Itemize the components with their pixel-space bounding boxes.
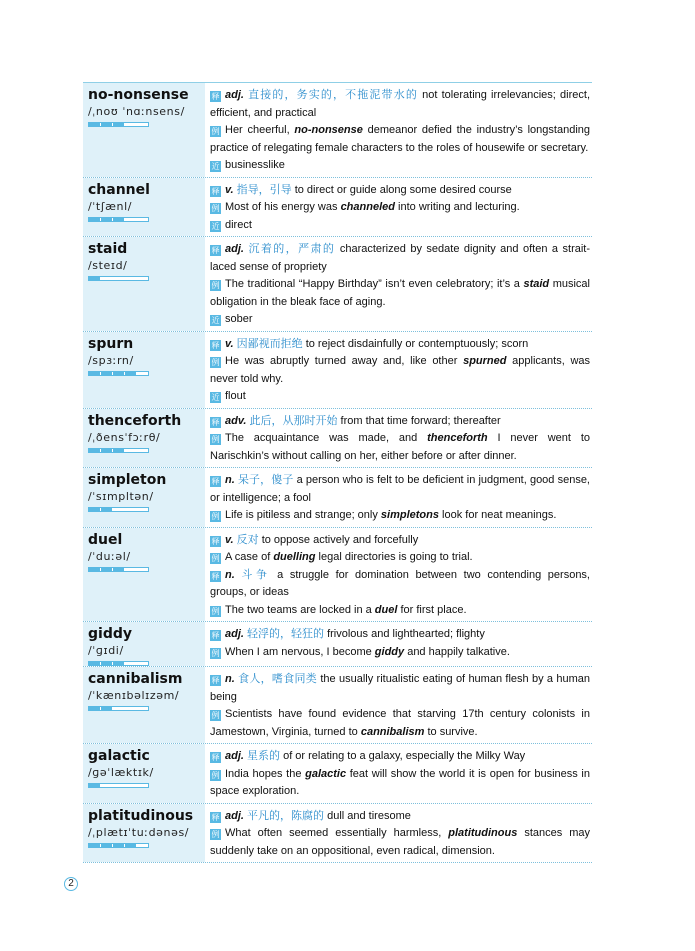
example-text: The traditional “Happy Birthday” isn’t even celebratory; it’s a xyxy=(225,278,524,290)
example-tag-icon: 例 xyxy=(211,435,220,444)
example-text: What often seemed essentially harmless, xyxy=(225,827,449,839)
difficulty-bar xyxy=(88,567,149,572)
example-text: A case of xyxy=(225,551,274,563)
difficulty-segment xyxy=(125,123,137,126)
english-definition: a struggle for domination between two contending persons, groups, or ideas xyxy=(210,568,590,598)
synonym: businesslike xyxy=(225,159,285,171)
definition-tag-icon: 释 xyxy=(211,676,220,685)
word-cell xyxy=(83,83,205,177)
example-line xyxy=(210,644,590,662)
difficulty-segment xyxy=(89,218,101,221)
difficulty-segment xyxy=(113,844,125,847)
synonym-tag-icon: 近 xyxy=(211,162,220,171)
part-of-speech: adj. xyxy=(225,628,244,640)
phonetic: /ˈtʃænl/ xyxy=(88,199,133,213)
definition-cell xyxy=(205,744,592,803)
word-cell xyxy=(83,667,205,743)
english-definition: to direct or guide along some desired course xyxy=(294,183,512,196)
difficulty-bar xyxy=(88,448,149,453)
difficulty-segment xyxy=(101,372,113,375)
definition-cell xyxy=(205,804,592,863)
difficulty-segment xyxy=(89,372,101,375)
synonym-line xyxy=(210,157,590,175)
definition-cell xyxy=(205,622,592,666)
definition-line xyxy=(210,336,590,354)
vocab-entry xyxy=(83,332,592,409)
difficulty-bar xyxy=(88,661,149,666)
difficulty-segment xyxy=(125,568,137,571)
example-line xyxy=(210,353,590,388)
example-keyword: staid xyxy=(523,278,550,290)
headword: duel xyxy=(88,531,123,548)
difficulty-segment xyxy=(101,784,113,787)
phonetic: /ˌðensˈfɔːrθ/ xyxy=(88,430,161,444)
vocab-entry xyxy=(83,744,592,804)
vocab-entry xyxy=(83,178,592,238)
example-line xyxy=(210,199,590,217)
part-of-speech: n. xyxy=(225,568,235,581)
difficulty-segment xyxy=(125,277,137,280)
chinese-meaning: 轻浮的，轻狂的 xyxy=(247,628,325,640)
definition-tag-icon: 释 xyxy=(211,631,220,640)
example-tag-icon: 例 xyxy=(211,358,220,367)
difficulty-segment xyxy=(89,662,101,665)
example-keyword: no-nonsense xyxy=(294,124,363,136)
difficulty-segment xyxy=(89,277,101,280)
synonym: flout xyxy=(225,390,246,402)
definition-line xyxy=(210,567,590,602)
definition-cell xyxy=(205,332,592,408)
headword: cannibalism xyxy=(88,671,183,687)
chinese-meaning: 因鄙视而拒绝 xyxy=(236,337,303,350)
word-cell xyxy=(83,178,205,237)
example-text: Life is pitiless and strange; only xyxy=(225,509,381,521)
definition-line xyxy=(210,413,590,431)
example-tag-icon: 例 xyxy=(211,711,220,720)
difficulty-segment xyxy=(89,784,101,787)
word-cell xyxy=(83,409,205,468)
difficulty-segment xyxy=(113,123,125,126)
example-keyword: duelling xyxy=(273,551,316,563)
word-cell xyxy=(83,744,205,803)
definition-line xyxy=(210,472,590,507)
word-cell xyxy=(83,622,205,666)
definition-tag-icon: 释 xyxy=(211,812,220,822)
definition-tag-icon: 释 xyxy=(211,186,220,196)
example-tag-icon: 例 xyxy=(211,204,220,213)
definition-line xyxy=(210,671,590,706)
example-line xyxy=(210,430,590,465)
definition-cell xyxy=(205,468,592,527)
difficulty-segment xyxy=(101,844,113,847)
part-of-speech: adv. xyxy=(225,414,247,427)
difficulty-segment xyxy=(89,707,101,710)
difficulty-segment xyxy=(125,662,137,665)
word-cell xyxy=(83,468,205,527)
example-line xyxy=(210,122,590,157)
definition-line xyxy=(210,532,590,550)
chinese-meaning: 斗争 xyxy=(241,568,271,581)
example-text: India hopes the xyxy=(225,767,306,780)
difficulty-bar xyxy=(88,276,149,281)
difficulty-segment xyxy=(113,784,125,787)
difficulty-segment xyxy=(125,784,137,787)
english-definition: characterized by sedate dignity and often a strait-laced sense of propriety xyxy=(210,243,591,273)
difficulty-segment xyxy=(101,568,113,571)
phonetic: /steɪd/ xyxy=(88,259,128,272)
example-text: Her cheerful, xyxy=(225,124,295,136)
definition-cell xyxy=(205,178,592,237)
definition-line xyxy=(210,626,590,644)
difficulty-segment xyxy=(101,277,113,280)
definition-cell xyxy=(205,528,592,622)
page-number: 2 xyxy=(64,877,78,891)
example-line xyxy=(210,276,590,311)
example-text: musical obligation in the bleak face of aging. xyxy=(210,278,590,308)
example-keyword: duel xyxy=(374,603,398,616)
example-text: Most of his energy was xyxy=(225,201,341,213)
difficulty-segment xyxy=(137,784,148,787)
definition-tag-icon: 释 xyxy=(211,340,220,350)
phonetic: /ɡəˈlæktɪk/ xyxy=(88,766,154,779)
phonetic: /ˌnoʊ ˈnɑːnsens/ xyxy=(88,105,185,118)
example-tag-icon: 例 xyxy=(211,554,220,563)
vocab-entry xyxy=(83,667,592,744)
difficulty-segment xyxy=(125,218,137,221)
vocabulary-table xyxy=(83,82,592,863)
phonetic: /ˈsɪmpltən/ xyxy=(88,490,154,503)
example-keyword: thenceforth xyxy=(427,432,488,444)
synonym-tag-icon: 近 xyxy=(211,221,220,231)
example-keyword: simpletons xyxy=(380,509,439,521)
example-text: stances may suddenly take on an oppositional, even radical, dimension. xyxy=(210,827,591,857)
difficulty-segment xyxy=(101,449,113,452)
definition-line xyxy=(210,182,590,200)
difficulty-bar xyxy=(88,371,149,376)
example-tag-icon: 例 xyxy=(211,512,220,521)
headword: giddy xyxy=(88,626,132,642)
example-line xyxy=(210,549,590,567)
definition-tag-icon: 释 xyxy=(211,753,220,762)
example-keyword: platitudinous xyxy=(448,827,518,839)
definition-tag-icon: 释 xyxy=(211,417,220,427)
chinese-meaning: 反对 xyxy=(236,533,259,546)
example-text: look for neat meanings. xyxy=(439,509,557,521)
example-text: and happily talkative. xyxy=(404,645,510,658)
example-text: Scientists have found evidence that starving 17th century colonists in Jamestown, Virginia, turned to xyxy=(210,708,590,738)
difficulty-bar xyxy=(88,507,149,512)
difficulty-segment xyxy=(113,218,125,221)
chinese-meaning: 直接的，务实的，不拖泥带水的 xyxy=(248,89,418,101)
difficulty-segment xyxy=(125,508,137,511)
definition-tag-icon: 释 xyxy=(211,477,220,486)
example-tag-icon: 例 xyxy=(211,281,220,290)
difficulty-segment xyxy=(89,568,101,571)
headword: channel xyxy=(88,181,150,198)
headword: spurn xyxy=(88,335,134,352)
phonetic: /spɜːrn/ xyxy=(88,353,134,367)
english-definition: dull and tiresome xyxy=(327,809,411,822)
definition-cell xyxy=(205,83,592,177)
difficulty-bar xyxy=(88,706,149,711)
example-keyword: spurned xyxy=(463,355,507,367)
difficulty-segment xyxy=(113,508,125,511)
difficulty-segment xyxy=(137,218,148,221)
example-line xyxy=(210,766,590,801)
example-line xyxy=(210,602,590,620)
example-line xyxy=(210,706,590,741)
difficulty-segment xyxy=(125,372,137,375)
part-of-speech: v. xyxy=(225,533,234,546)
example-text: When I am nervous, I become xyxy=(225,645,375,658)
difficulty-segment xyxy=(89,449,101,452)
difficulty-segment xyxy=(113,372,125,375)
difficulty-segment xyxy=(125,707,137,710)
synonym-line xyxy=(210,388,590,406)
chinese-meaning: 指导，引导 xyxy=(236,183,292,196)
example-tag-icon: 例 xyxy=(211,770,220,780)
difficulty-bar xyxy=(88,122,149,127)
example-text: feat will show the world it is open for business in space exploration. xyxy=(210,767,590,797)
phonetic: /ˈkænɪbəlɪzəm/ xyxy=(88,689,180,702)
difficulty-segment xyxy=(137,662,148,665)
difficulty-segment xyxy=(137,277,148,280)
difficulty-segment xyxy=(137,449,148,452)
part-of-speech: n. xyxy=(225,673,235,685)
difficulty-segment xyxy=(137,844,148,847)
example-line xyxy=(210,507,590,525)
chinese-meaning: 沉着的，严肃的 xyxy=(248,243,336,255)
synonym-tag-icon: 近 xyxy=(211,316,220,325)
english-definition: a person who is felt to be deficient in judgment, good sense, or intelligence; a fool xyxy=(210,474,590,504)
difficulty-segment xyxy=(137,568,148,571)
vocab-entry xyxy=(83,237,592,332)
difficulty-segment xyxy=(125,449,137,452)
difficulty-segment xyxy=(137,707,148,710)
example-text: legal directories is going to trial. xyxy=(315,551,473,563)
chinese-meaning: 食人，嗜食同类 xyxy=(238,673,318,685)
definition-line xyxy=(210,87,590,122)
phonetic: /ˈduːəl/ xyxy=(88,549,131,563)
word-cell xyxy=(83,237,205,331)
example-keyword: channeled xyxy=(340,201,395,213)
definition-tag-icon: 释 xyxy=(211,246,220,255)
english-definition: to oppose actively and forcefully xyxy=(261,533,419,546)
part-of-speech: adj. xyxy=(225,243,244,255)
example-tag-icon: 例 xyxy=(211,127,220,136)
difficulty-segment xyxy=(113,707,125,710)
vocab-entry xyxy=(83,409,592,469)
definition-line xyxy=(210,808,590,826)
difficulty-segment xyxy=(137,123,148,126)
chinese-meaning: 星系的 xyxy=(247,750,281,762)
part-of-speech: v. xyxy=(225,337,234,350)
example-text: demeanor defied the industry’s longstanding practice of relegating female characters to the roles of housewife or secretary. xyxy=(210,124,590,154)
part-of-speech: adj. xyxy=(225,750,244,762)
example-text: He was abruptly turned away and, like other xyxy=(225,355,464,367)
synonym: sober xyxy=(225,313,253,325)
difficulty-segment xyxy=(89,844,101,847)
word-cell xyxy=(83,804,205,863)
headword: staid xyxy=(88,241,128,257)
vocab-entry xyxy=(83,528,592,623)
headword: platitudinous xyxy=(88,807,194,824)
english-definition: frivolous and lighthearted; flighty xyxy=(327,628,485,640)
difficulty-segment xyxy=(137,508,148,511)
difficulty-segment xyxy=(113,449,125,452)
english-definition: of or relating to a galaxy, especially the Milky Way xyxy=(283,750,526,762)
phonetic: /ˈɡɪdi/ xyxy=(88,644,124,657)
difficulty-segment xyxy=(113,277,125,280)
headword: thenceforth xyxy=(88,412,182,429)
difficulty-segment xyxy=(137,372,148,375)
headword: galactic xyxy=(88,748,150,764)
headword: simpleton xyxy=(88,472,167,488)
definition-cell xyxy=(205,409,592,468)
definition-line xyxy=(210,241,590,276)
example-keyword: cannibalism xyxy=(360,725,425,738)
definition-tag-icon: 释 xyxy=(211,536,220,546)
example-text: into writing and lecturing. xyxy=(394,201,520,213)
definition-cell xyxy=(205,667,592,743)
difficulty-segment xyxy=(89,508,101,511)
part-of-speech: adj. xyxy=(225,809,244,822)
vocab-entry xyxy=(83,83,592,178)
chinese-meaning: 呆子，傻子 xyxy=(237,474,294,486)
example-line xyxy=(210,825,590,860)
example-text: The two teams are locked in a xyxy=(225,603,375,616)
definition-cell xyxy=(205,237,592,331)
english-definition: the usually ritualistic eating of human flesh by a human being xyxy=(210,673,590,703)
example-keyword: giddy xyxy=(374,645,405,658)
difficulty-segment xyxy=(101,662,113,665)
vocab-entry xyxy=(83,804,592,864)
example-text: for first place. xyxy=(397,603,467,616)
example-text: to survive. xyxy=(424,725,478,738)
difficulty-segment xyxy=(113,568,125,571)
part-of-speech: v. xyxy=(225,183,234,196)
difficulty-segment xyxy=(125,844,137,847)
vocab-entry xyxy=(83,468,592,528)
word-cell xyxy=(83,528,205,622)
synonym-line xyxy=(210,217,590,235)
difficulty-bar xyxy=(88,843,149,848)
difficulty-bar xyxy=(88,783,149,788)
difficulty-segment xyxy=(101,508,113,511)
synonym-line xyxy=(210,311,590,329)
part-of-speech: n. xyxy=(225,474,235,486)
example-tag-icon: 例 xyxy=(211,830,220,839)
synonym: direct xyxy=(225,218,252,231)
english-definition: to reject disdainfully or contemptuously; scorn xyxy=(305,337,529,350)
example-keyword: galactic xyxy=(305,767,347,780)
phonetic: /ˌplætɪˈtuːdənəs/ xyxy=(88,825,190,839)
definition-tag-icon: 释 xyxy=(211,92,220,101)
vocab-entry xyxy=(83,622,592,667)
definition-line xyxy=(210,748,590,766)
example-tag-icon: 例 xyxy=(211,648,220,658)
difficulty-segment xyxy=(89,123,101,126)
english-definition: not tolerating irrelevancies; direct, efficient, and practical xyxy=(210,89,590,119)
difficulty-segment xyxy=(101,707,113,710)
difficulty-segment xyxy=(101,123,113,126)
example-text: applicants, was never told why. xyxy=(210,355,590,385)
english-definition: from that time forward; thereafter xyxy=(340,414,501,427)
difficulty-segment xyxy=(101,218,113,221)
example-tag-icon: 例 xyxy=(211,606,220,616)
part-of-speech: adj. xyxy=(225,89,244,101)
example-text: I never went to Narischkin’s without calling on her, either before or after dinner. xyxy=(210,432,590,462)
chinese-meaning: 平凡的，陈腐的 xyxy=(247,809,325,822)
difficulty-segment xyxy=(113,662,125,665)
example-text: The acquaintance was made, and xyxy=(225,432,428,444)
chinese-meaning: 此后，从那时开始 xyxy=(249,414,338,427)
difficulty-bar xyxy=(88,217,149,222)
word-cell xyxy=(83,332,205,408)
definition-tag-icon: 释 xyxy=(211,571,220,581)
headword: no-nonsense xyxy=(88,87,189,103)
synonym-tag-icon: 近 xyxy=(211,393,220,402)
